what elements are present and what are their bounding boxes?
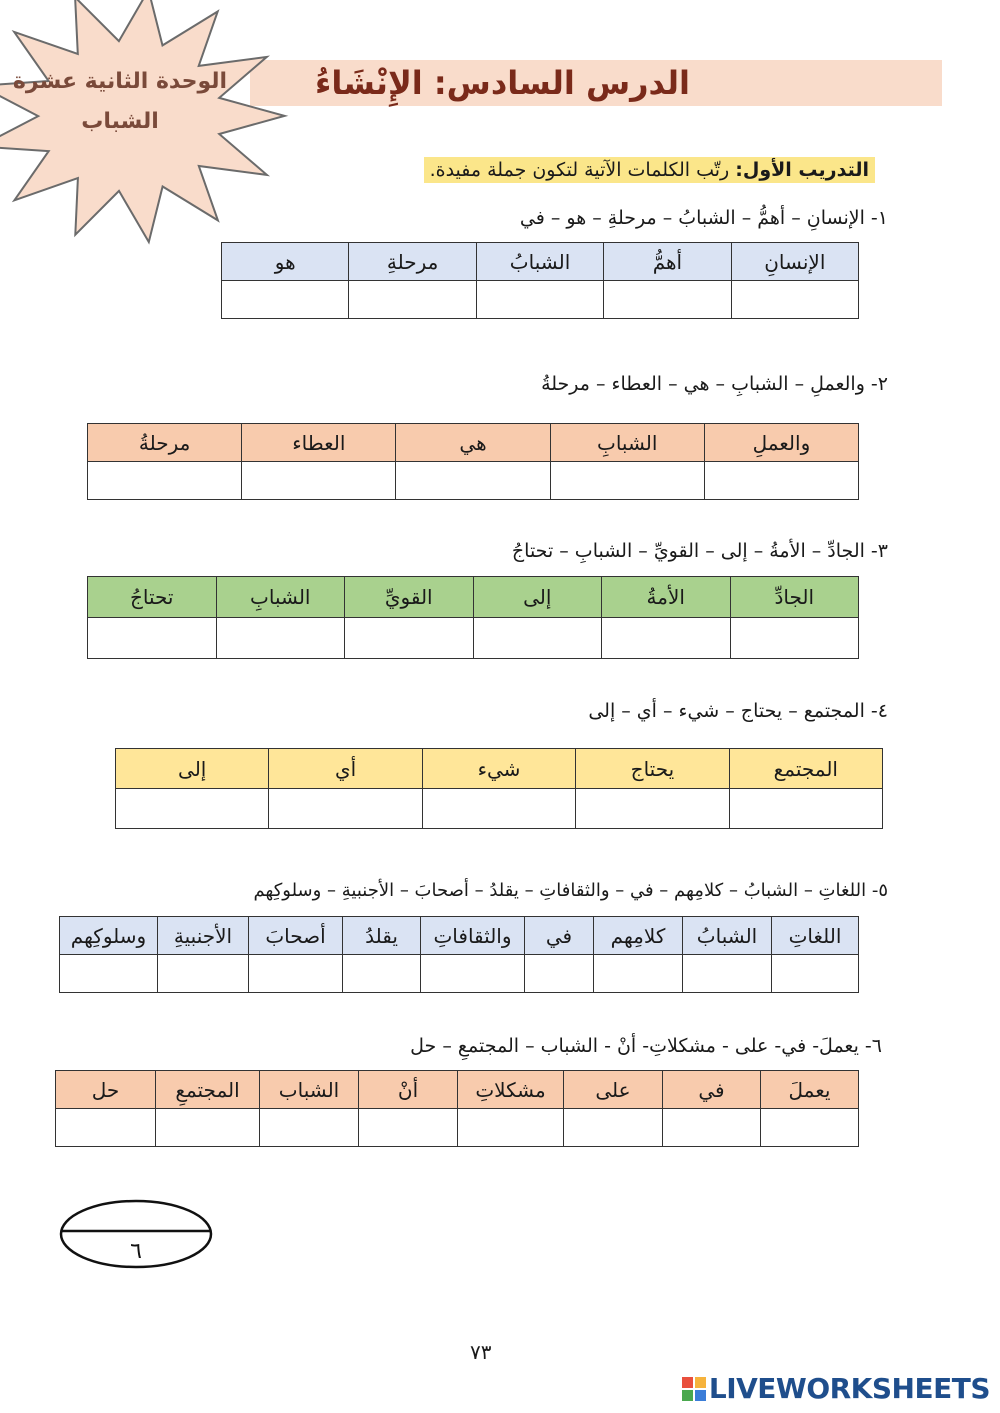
word-cell: مرحلةُ: [88, 424, 242, 462]
answer-cell[interactable]: [729, 789, 882, 829]
answer-cell[interactable]: [359, 1109, 458, 1147]
exercise-1-prompt: ١- الإنسانِ – أهمُّ – الشبابُ – مرحلةِ – هو – في: [519, 207, 888, 229]
liveworksheets-brand: [682, 1372, 990, 1405]
answer-cell[interactable]: [158, 955, 249, 993]
word-cell: وسلوكِهم: [60, 917, 158, 955]
answer-cell[interactable]: [663, 1109, 761, 1147]
answer-cell[interactable]: [242, 462, 396, 500]
word-cell: مشكلاتِ: [458, 1071, 564, 1109]
word-cell: شيء: [422, 749, 575, 789]
word-cell: على: [564, 1071, 663, 1109]
answer-cell[interactable]: [422, 789, 575, 829]
exercise-4-table: [115, 748, 883, 829]
instruction-label: التدريب الأول:: [735, 159, 869, 181]
answer-cell[interactable]: [602, 618, 731, 659]
word-cell: الجادِّ: [730, 577, 859, 618]
exercise-3-table: [87, 576, 859, 659]
word-cell: إلى: [473, 577, 602, 618]
word-cell: القويِّ: [345, 577, 474, 618]
word-cell: إلى: [116, 749, 269, 789]
answer-cell[interactable]: [594, 955, 683, 993]
answer-cell[interactable]: [396, 462, 550, 500]
word-cell: الشبابُ: [476, 243, 603, 281]
brand-name: LIVEWORKSHEETS: [708, 1372, 990, 1405]
word-cell: الإنسانِ: [731, 243, 858, 281]
page-number: ٧٣: [470, 1340, 492, 1364]
exercise-instruction: [424, 157, 875, 183]
word-cell: يقلدُ: [343, 917, 421, 955]
word-cell: أصحابَ: [249, 917, 343, 955]
word-cell: الشبابِ: [216, 577, 345, 618]
answer-cell[interactable]: [345, 618, 474, 659]
word-cell: العطاء: [242, 424, 396, 462]
word-cell: اللغاتِ: [772, 917, 859, 955]
answer-cell[interactable]: [249, 955, 343, 993]
score-oval: [58, 1198, 214, 1270]
answer-cell[interactable]: [761, 1109, 859, 1147]
answer-cell[interactable]: [576, 789, 729, 829]
word-cell: والثقافاتِ: [421, 917, 525, 955]
unit-name: الوحدة الثانية عشرة: [12, 69, 228, 94]
word-cell: حل: [56, 1071, 156, 1109]
word-cell: في: [525, 917, 594, 955]
exercise-5-table: [59, 916, 859, 993]
word-cell: يحتاج: [576, 749, 729, 789]
exercise-2-prompt: ٢- والعملِ – الشبابِ – هي – العطاء – مرحلةُ: [541, 373, 888, 395]
answer-cell[interactable]: [704, 462, 858, 500]
answer-cell[interactable]: [421, 955, 525, 993]
word-cell: المجتمعِ: [156, 1071, 260, 1109]
word-cell: يعملَ: [761, 1071, 859, 1109]
answer-cell[interactable]: [60, 955, 158, 993]
word-cell: الأمةُ: [602, 577, 731, 618]
answer-cell[interactable]: [458, 1109, 564, 1147]
answer-cell[interactable]: [56, 1109, 156, 1147]
word-cell: الشبابِ: [550, 424, 704, 462]
word-cell: المجتمع: [729, 749, 882, 789]
answer-cell[interactable]: [772, 955, 859, 993]
exercise-1-table: [221, 242, 859, 319]
exercise-6-table: [55, 1070, 859, 1147]
answer-cell[interactable]: [222, 281, 349, 319]
answer-cell[interactable]: [88, 462, 242, 500]
score-total: ٦: [130, 1239, 142, 1264]
exercise-3-prompt: ٣- الجادِّ – الأمةُ – إلى – القويِّ – الشبابِ – تحتاجُ: [511, 540, 888, 562]
answer-cell[interactable]: [260, 1109, 359, 1147]
word-cell: أي: [269, 749, 422, 789]
answer-cell[interactable]: [269, 789, 422, 829]
answer-cell[interactable]: [343, 955, 421, 993]
word-cell: هو: [222, 243, 349, 281]
answer-cell[interactable]: [604, 281, 731, 319]
word-cell: في: [663, 1071, 761, 1109]
answer-cell[interactable]: [525, 955, 594, 993]
liveworksheets-logo-icon: [682, 1377, 706, 1401]
answer-cell[interactable]: [156, 1109, 260, 1147]
word-cell: والعملِ: [704, 424, 858, 462]
answer-cell[interactable]: [683, 955, 772, 993]
answer-cell[interactable]: [731, 281, 858, 319]
unit-label: [0, 62, 240, 142]
answer-cell[interactable]: [564, 1109, 663, 1147]
answer-cell[interactable]: [730, 618, 859, 659]
answer-cell[interactable]: [88, 618, 217, 659]
exercise-2-table: [87, 423, 859, 500]
lesson-title: الدرس السادس: الإِنْشَاءُ: [314, 64, 690, 102]
instruction-text: رتّب الكلمات الآتية لتكون جملة مفيدة.: [429, 159, 730, 181]
answer-cell[interactable]: [473, 618, 602, 659]
word-cell: أهمُّ: [604, 243, 731, 281]
word-cell: تحتاجُ: [88, 577, 217, 618]
word-cell: أنْ: [359, 1071, 458, 1109]
exercise-6-prompt: ٦- يعملَ- في- على - مشكلاتِ- أنْ - الشباب – المجتمعِ – حل: [410, 1035, 882, 1057]
word-cell: الشباب: [260, 1071, 359, 1109]
answer-cell[interactable]: [216, 618, 345, 659]
word-cell: كلامِهم: [594, 917, 683, 955]
exercise-5-prompt: ٥- اللغاتِ – الشبابُ – كلامِهم – في – والثقافاتِ – يقلدُ – أصحابَ – الأجنبيةِ – وسلوكِهم: [253, 880, 888, 901]
unit-topic: الشباب: [81, 109, 159, 134]
answer-cell[interactable]: [550, 462, 704, 500]
answer-cell[interactable]: [116, 789, 269, 829]
answer-cell[interactable]: [349, 281, 476, 319]
word-cell: الأجنبيةِ: [158, 917, 249, 955]
word-cell: الشبابُ: [683, 917, 772, 955]
word-cell: مرحلةِ: [349, 243, 476, 281]
word-cell: هي: [396, 424, 550, 462]
exercise-4-prompt: ٤- المجتمع – يحتاج – شيء – أي – إلى: [588, 700, 888, 722]
answer-cell[interactable]: [476, 281, 603, 319]
